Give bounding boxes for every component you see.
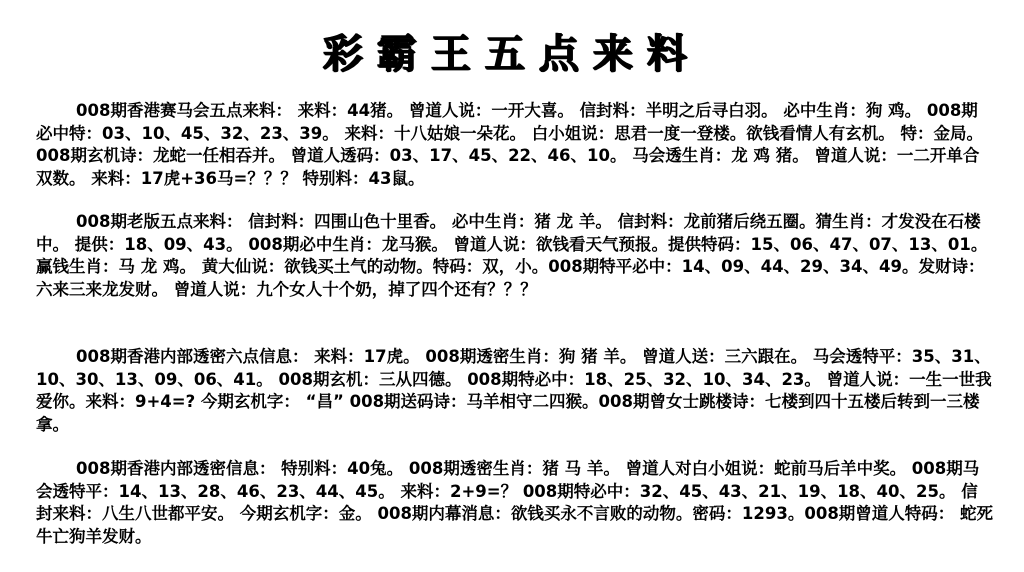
paragraph-five-point-info: 008期香港赛马会五点来料： 来料：44猪。 曾道人说：一开大喜。 信封料：半明之后寻白羽。 必中生肖：狗 鸡。 008期必中特：03、10、45、32、23、39。 来料：十八姑娘一朵花。 白小姐说：思君一度一登楼。欲钱看情人有玄机。 特：金局。 008期玄机诗：龙蛇一任相吞并。 曾道人透码：03、17、45、22、46、10。 马会透生肖：龙 鸡 猪。 曾道人说：一二开单合双数。 来料：17虎+36马=？？？ 特别料：43鼠。 [36,101,984,188]
paragraph-six-point-secret-info: 008期香港内部透密六点信息： 来料：17虎。 008期透密生肖：狗 猪 羊。 曾道人送：三六跟在。 马会透特平：35、31、10、30、13、09、06、41。 008期玄机：三从四德。 008期特必中：18、25、32、10、34、23。 曾道人说：一生一世我爱你。来料：9+4=? 今期玄机字： “昌” 008期送码诗：马羊相守二四猴。008期曾女士跳楼诗：七楼到四十五楼后转到一三楼拿。 [36,347,992,434]
paragraph-secret-info: 008期香港内部透密信息： 特别料：40兔。 008期透密生肖：猪 马 羊。 曾道人对白小姐说：蛇前马后羊中奖。 008期马会透特平：14、13、28、46、23、44、45。 来料：2+9=？ 008期特必中：32、45、43、21、19、18、40、25。 信封来料：八生八世都平安。 今期玄机字：金。 008期内幕消息：欲钱买永不言败的动物。密码：1293。008期曾道人特码： 蛇死牛亡狗羊发财。 [36,459,994,546]
page-title: 彩霸王五点来料 [323,30,701,77]
paragraph-old-version-info: 008期老版五点来料： 信封料：四围山色十里香。 必中生肖：猪 龙 羊。 信封料：龙前猪后绕五圈。猜生肖：才发没在石楼中。 提供：18、09、43。 008期必中生肖：龙马猴。 曾道人说：欲钱看天气预报。提供特码：15、06、47、07、13、01。 赢钱生肖：马 龙 鸡。 黄大仙说：欲钱买土气的动物。特码：双，小。008期特平必中：14、09、44、29、34、49。发财诗：六来三来龙发财。 曾道人说：九个女人十个奶，掉了四个还有？？？ [36,212,988,299]
